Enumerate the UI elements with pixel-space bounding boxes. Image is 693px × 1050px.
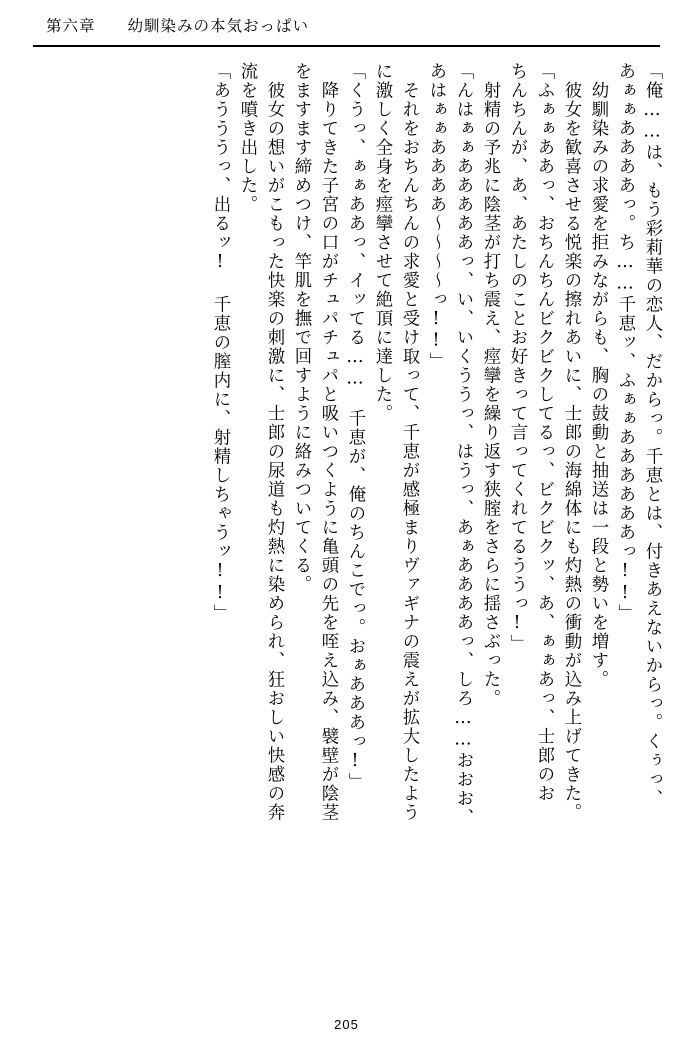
text-line: 彼女の想いがこもった快楽の刺激に、士郎の尿道も灼熱に染められ、狂おしい快感の奔 [264,62,284,822]
chapter-number: 第六章 [46,17,96,35]
text-line: ちんちんが、あ、あたしのことお好きって言ってくれてるううっ!」 [507,62,527,654]
text-line: 幼馴染みの求愛を拒みながらも、胸の鼓動と抽送は一段と勢いを増す。 [588,62,608,689]
header-divider [33,45,660,47]
text-line: 「あうううっ、出るッ! 千恵の膣内に、射精しちゃうッ!!」 [210,62,230,624]
chapter-title: 幼馴染みの本気おっぱい [127,17,309,35]
text-line: 「くうっ、ぁぁああっ、イッてる…… 千恵が、俺のちんこでっ。おぁあああっ!」 [345,62,365,792]
body-text [33,62,660,988]
text-line: 彼女を歓喜させる悦楽の擦れあいに、士郎の海綿体にも灼熱の衝動が込み上げてきた。 [561,62,581,822]
text-line: それをおちんちんの求愛と受け取って、千恵が感極まりヴァギナの震えが拡大したよう [399,62,419,822]
text-line: あはぁぁああああ〜〜〜〜っ!!」 [426,62,446,372]
text-line: をますます締めつけ、竿肌を撫で回すように絡みついてくる。 [291,62,311,594]
text-line: 「俺……は、もう彩莉華の恋人、だからっ。千恵とは、付きあえないからっ。くぅっ、 [642,62,662,809]
text-line: あぁぁああああっ。ち……千恵ッ、ふぁぁああああああっ!!」 [615,62,635,624]
text-line: 流を噴き出した。 [237,62,257,214]
text-line: 射精の予兆に陰茎が打ち震え、痙攣を繰り返す狭腟をさらに揺さぶった。 [480,62,500,708]
text-line: 「ふぁぁああっ、おちんちんビクビクしてるっ、ビクビクッ、あ、ぁぁあっ、士郎のお [534,62,554,803]
text-line: 「んはぁぁあああああっ、い、いくううっ、はうっ、あぁああああっ、しろ……おおお、 [453,62,473,828]
page-number: 205 [334,1017,359,1032]
text-line: 降りてきた子宮の口がチュパチュパと吸いつくように亀頭の先を咥え込み、襞壁が陰茎 [318,62,338,822]
page-header [46,14,647,48]
text-line: に激しく全身を痙攣させて絶頂に達した。 [372,62,392,423]
